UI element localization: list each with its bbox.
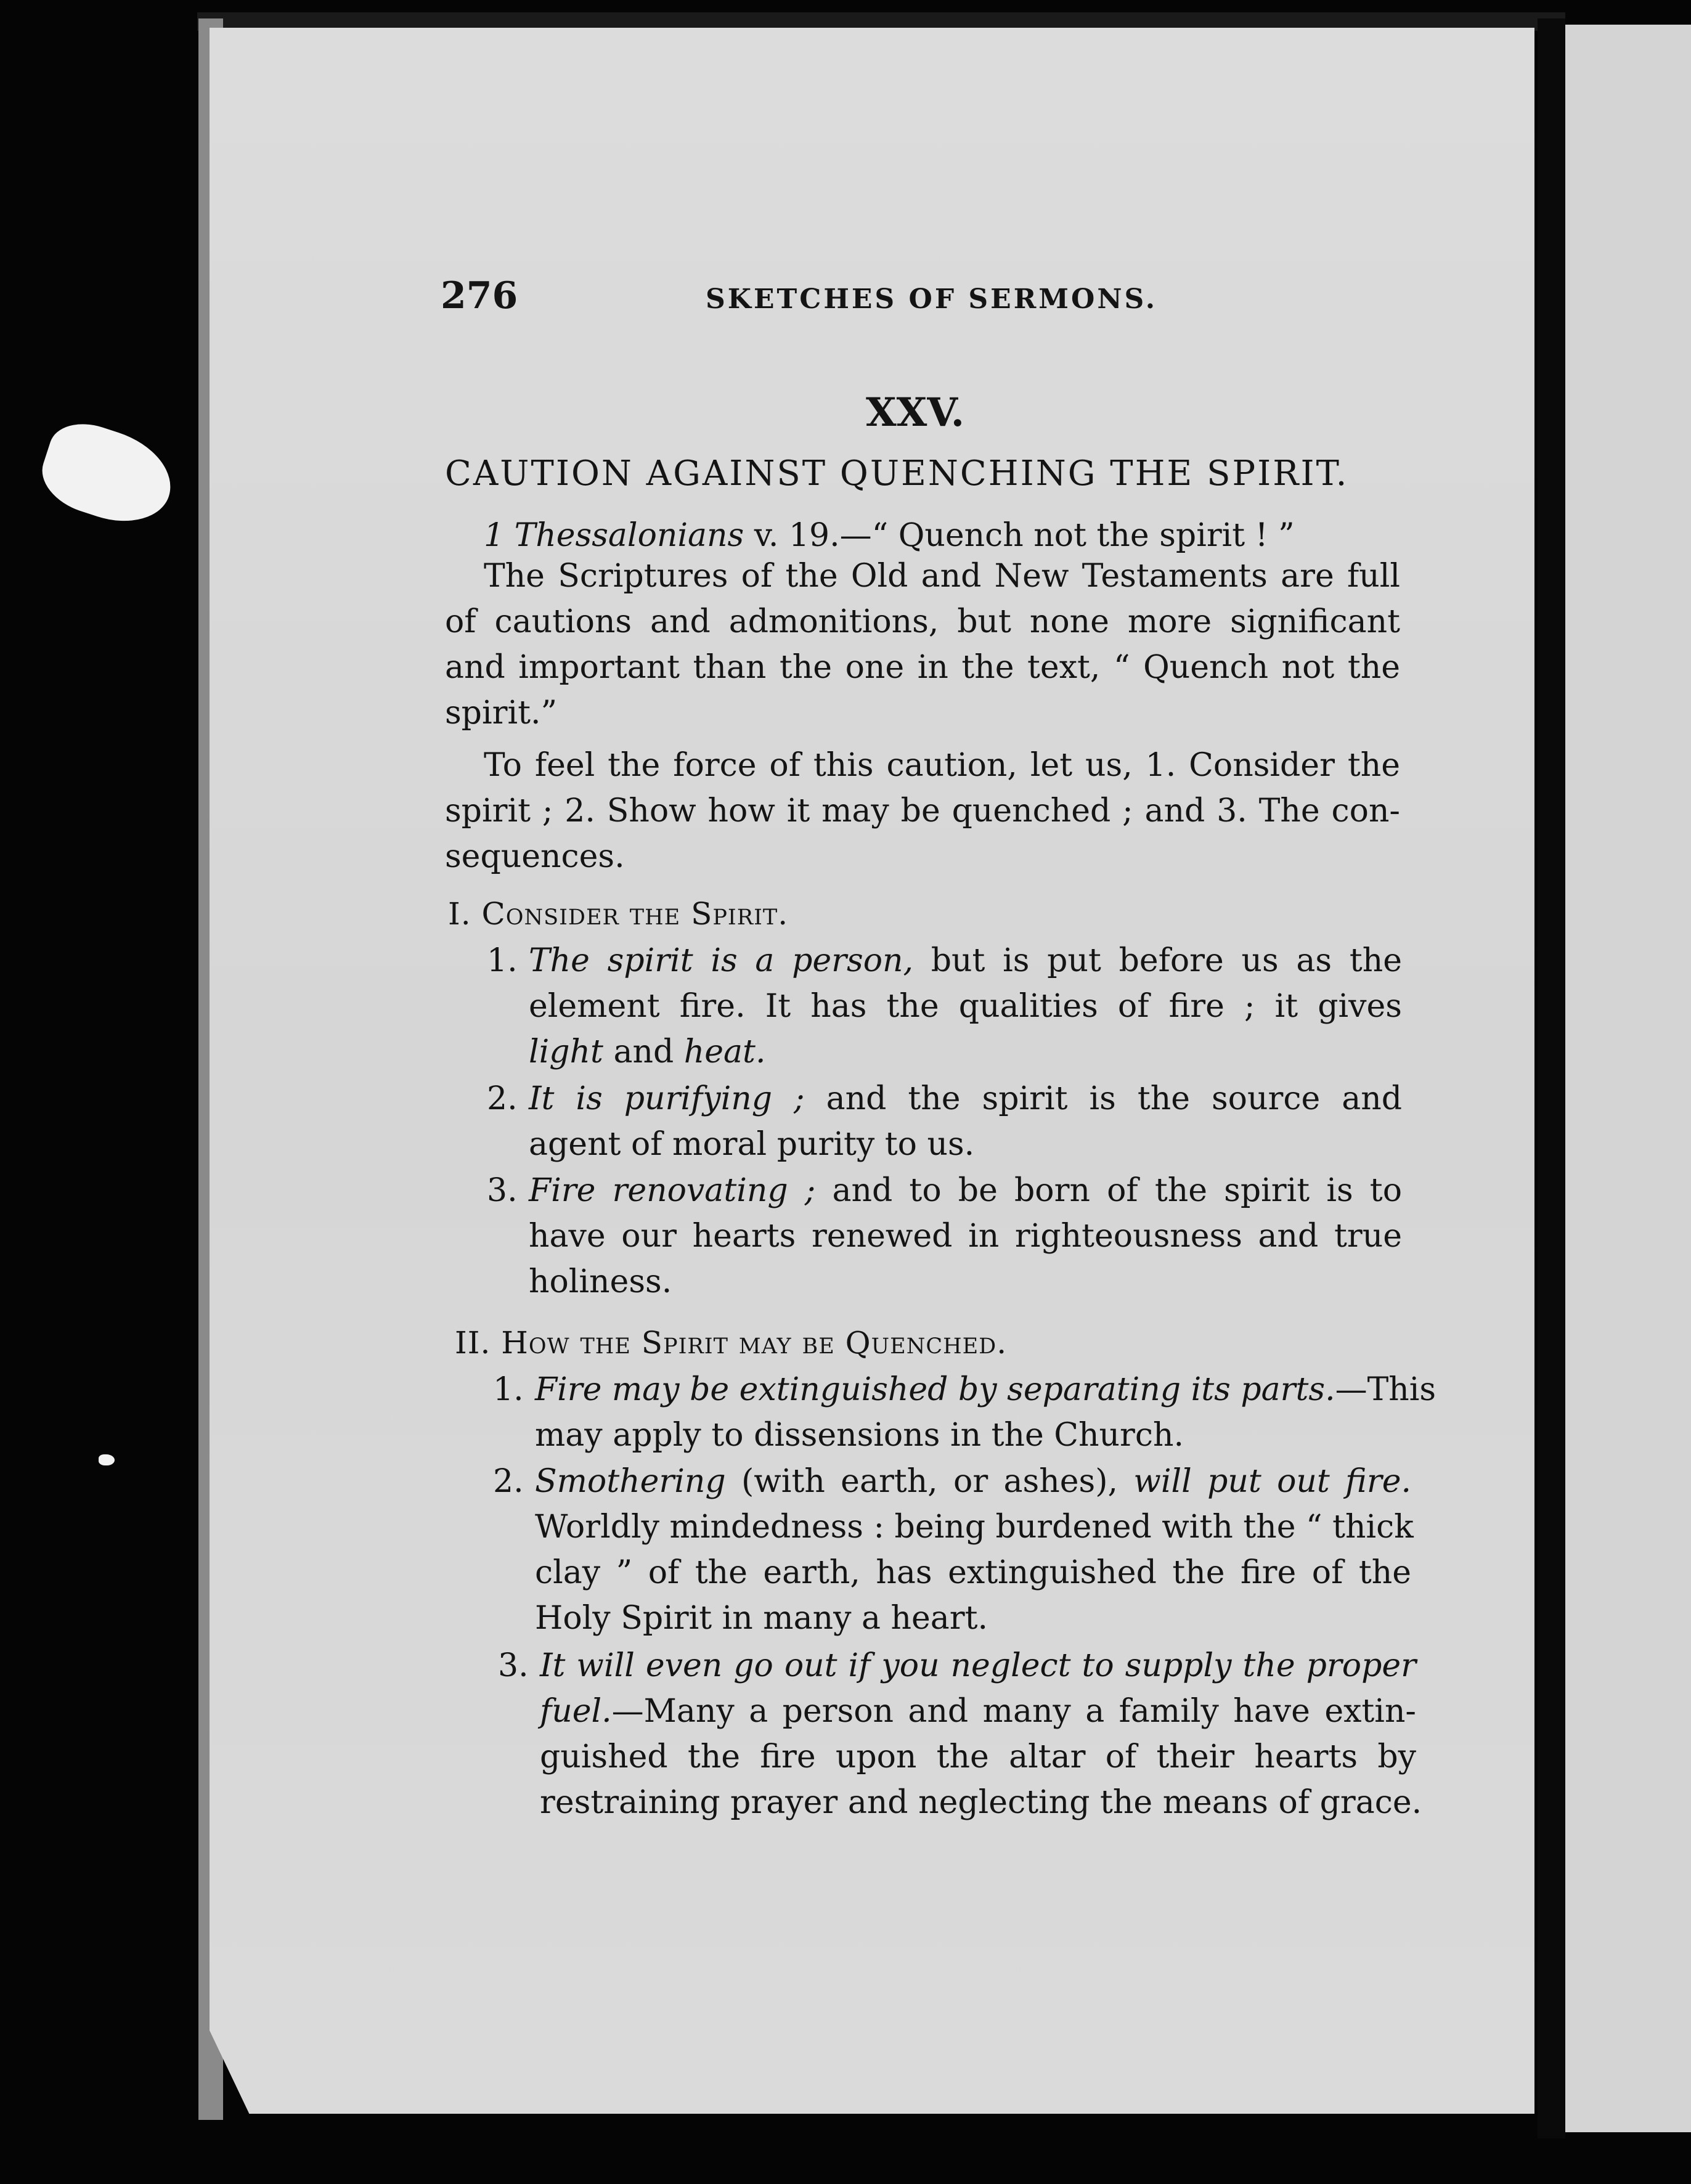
item-line: Worldly mindedness : being burdened with the “ thick [535, 1509, 1414, 1546]
item-emphasis: Smothering [535, 1463, 726, 1500]
item-number: 2. [487, 1080, 518, 1117]
page-number: 276 [441, 274, 518, 317]
item-number: 1. [487, 942, 518, 979]
item-emphasis: The spirit is a person, [529, 942, 914, 979]
item-line: may apply to dissensions in the Church. [535, 1417, 1184, 1454]
item-line: Holy Spirit in many a heart. [535, 1600, 988, 1637]
paragraph-line: of cautions and admonitions, but none more significant [445, 603, 1400, 640]
item-line: clay ” of the earth, has extinguished the fire of the [535, 1554, 1411, 1591]
intro-paragraph-2 [445, 743, 1400, 879]
page-gutter [1538, 18, 1565, 2138]
item-emphasis: heat. [683, 1033, 766, 1070]
section-heading-2: II. How the Spirit may be Quenched. [455, 1325, 1008, 1361]
item-line: guished the fire upon the altar of their hearts by [540, 1738, 1416, 1775]
item-emphasis: Fire renovating ; [529, 1172, 816, 1209]
item-emphasis: will put out fire. [1133, 1463, 1411, 1500]
paragraph-line: To feel the force of this caution, let us, 1. Consider the [484, 747, 1400, 784]
item-text: —Many a person and many a family have extin- [611, 1693, 1416, 1730]
section-heading-1: I. Consider the Spirit. [448, 896, 789, 932]
intro-paragraph-1 [445, 553, 1400, 736]
item-emphasis: It will even go out if you neglect to supply the proper [540, 1647, 1416, 1684]
adjacent-page-strip [1565, 25, 1691, 2132]
section2-item-3 [498, 1643, 1422, 1825]
item-number: 2. [493, 1463, 524, 1500]
item-number: 3. [487, 1172, 518, 1209]
running-title: SKETCHES OF SERMONS. [706, 283, 1158, 315]
item-line: restraining prayer and neglecting the means of grace. [540, 1784, 1422, 1821]
item-number: 1. [493, 1371, 524, 1408]
scripture-verse: v. 19.—“ Quench not the spirit ! ” [744, 517, 1295, 554]
item-emphasis: fuel. [540, 1693, 612, 1730]
section1-item-1 [487, 938, 1402, 1075]
item-emphasis: light [529, 1033, 603, 1070]
scripture-reference [484, 513, 1408, 558]
film-blemish-small [99, 1454, 115, 1465]
section1-item-3 [487, 1168, 1402, 1305]
section2-item-1 [493, 1367, 1436, 1458]
item-emphasis: Fire may be extinguished by separating its parts. [535, 1371, 1335, 1408]
section2-item-2 [493, 1459, 1414, 1641]
item-number: 3. [498, 1647, 529, 1684]
item-emphasis: It is purifying ; [529, 1080, 805, 1117]
film-blemish [33, 414, 183, 536]
sermon-number: XXV. [866, 389, 965, 436]
paragraph-line: sequences. [445, 838, 625, 875]
item-text: (with earth, or ashes), [725, 1463, 1134, 1500]
section1-item-2 [487, 1076, 1402, 1167]
paragraph-line: The Scriptures of the Old and New Testaments are full [484, 558, 1400, 595]
item-line: have our hearts renewed in righteousness and true [529, 1218, 1402, 1255]
item-text: —This [1335, 1371, 1436, 1408]
paragraph-line: and important than the one in the text, “ Quench not the [445, 649, 1400, 686]
scripture-book: 1 Thessalonians [484, 517, 744, 554]
item-text: but is put before us as the [913, 942, 1402, 979]
item-line: holiness. [529, 1263, 672, 1300]
paragraph-line: spirit ; 2. Show how it may be quenched ; and 3. The con- [445, 793, 1400, 829]
item-text: and to be born of the spirit is to [815, 1172, 1403, 1209]
sermon-title: CAUTION AGAINST QUENCHING THE SPIRIT. [445, 454, 1349, 494]
item-line: element fire. It has the qualities of fire ; it gives [529, 988, 1402, 1025]
item-text: and [603, 1033, 684, 1070]
item-text: and the spirit is the source and [804, 1080, 1402, 1117]
paragraph-line: spirit.” [445, 695, 558, 731]
item-line: agent of moral purity to us. [529, 1126, 975, 1163]
